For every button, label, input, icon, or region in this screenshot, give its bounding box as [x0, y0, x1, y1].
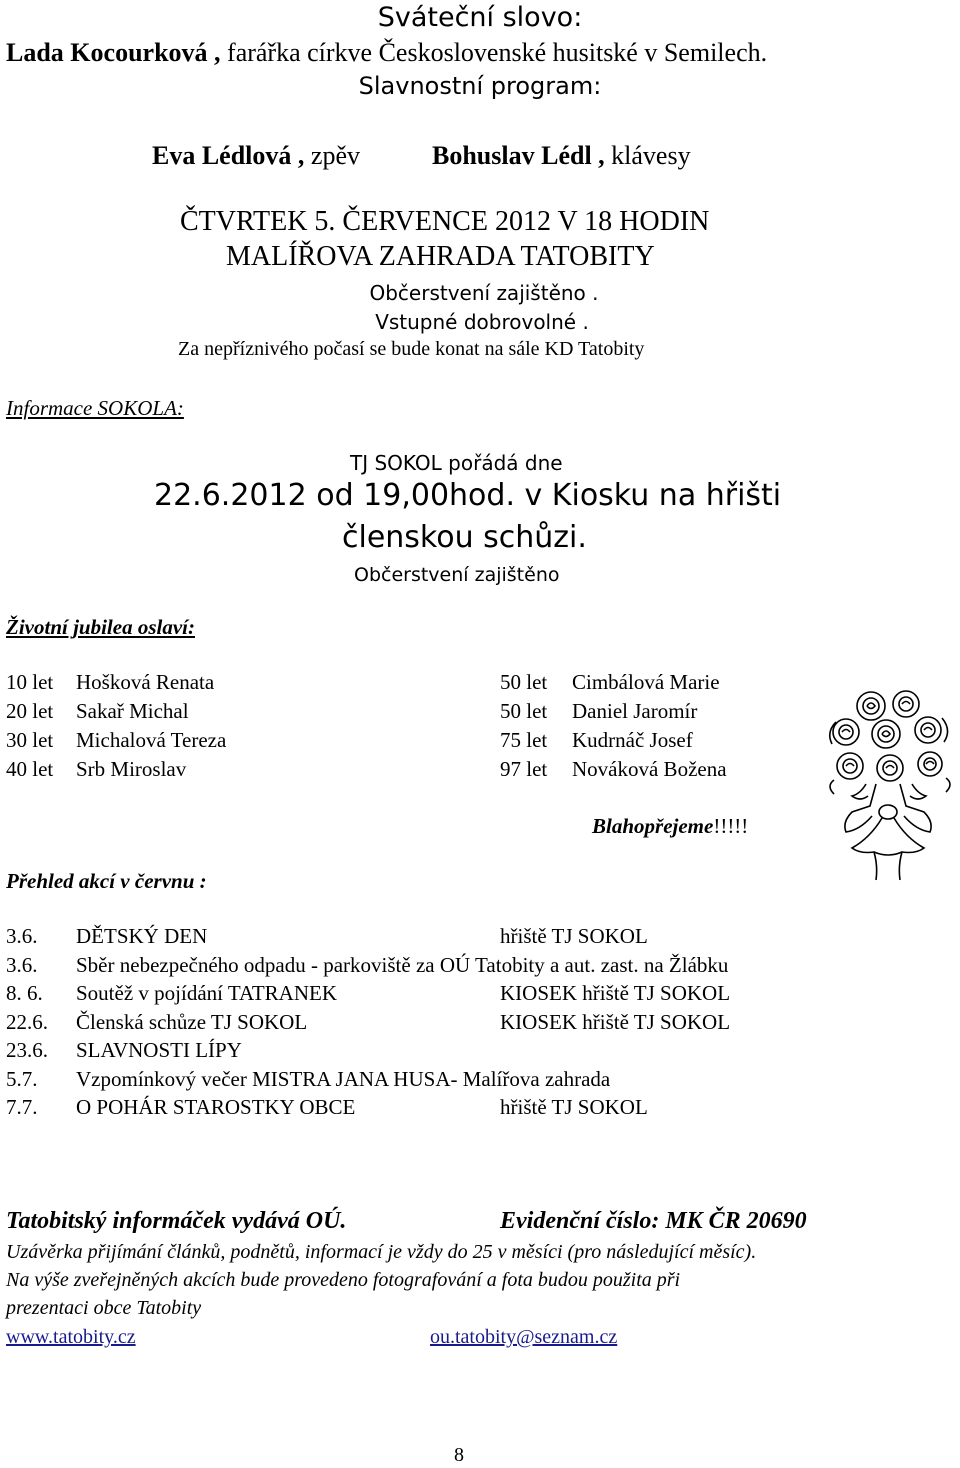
performer-2-role: klávesy — [604, 141, 691, 170]
email-link[interactable]: ou.tatobity@seznam.cz — [430, 1326, 618, 1348]
event-place-line: MALÍŘOVA ZAHRADA TATOBITY — [226, 241, 655, 272]
jubilee-years: 20 let — [6, 699, 54, 723]
event-date: 3.6. — [6, 924, 38, 948]
flower-bouquet-icon — [826, 684, 956, 884]
event-name: Sběr nebezpečného odpadu - parkoviště za OÚ Tatobity a aut. zast. na Žlábku — [76, 952, 729, 977]
performer-1-role: zpěv — [304, 141, 361, 170]
registration-line: Evidenční číslo: MK ČR 20690 — [500, 1208, 807, 1234]
events-heading: Přehled akcí v červnu : — [6, 869, 207, 893]
jubilee-years: 40 let — [6, 757, 54, 781]
jubilee-name: Sakař Michal — [76, 699, 189, 723]
event-date: 22.6. — [6, 1009, 48, 1034]
event-place: KIOSEK hřiště TJ SOKOL — [500, 981, 731, 1005]
congrats-text: Blahopřejeme — [592, 814, 714, 838]
performer-1-name: Eva Lédlová , — [152, 141, 305, 170]
performer-1 — [152, 141, 360, 171]
sokol-line-4: Občerstvení zajištěno — [354, 564, 560, 586]
rose-icon — [857, 692, 885, 720]
event-date: 7.7. — [6, 1095, 38, 1119]
sokol-line-2: 22.6.2012 od 19,00hod. v Kiosku na hřišti — [154, 478, 782, 513]
jubilee-name: Kudrnáč Josef — [572, 728, 693, 752]
event-name: O POHÁR STAROSTKY OBCE — [76, 1095, 356, 1119]
jubilee-years: 75 let — [500, 728, 548, 752]
sokol-heading: Informace SOKOLA: — [6, 396, 184, 420]
publisher-line: Tatobitský informáček vydává OÚ. — [6, 1208, 347, 1234]
photo-note-2: prezentaci obce Tatobity — [6, 1297, 202, 1319]
program-title: Slavnostní program: — [358, 72, 602, 100]
website-link[interactable]: www.tatobity.cz — [6, 1326, 136, 1348]
speech-title: Sváteční slovo: — [377, 2, 583, 33]
jubilee-years: 97 let — [500, 757, 548, 781]
jubilee-years: 10 let — [6, 670, 54, 694]
event-date: 23.6. — [6, 1038, 48, 1062]
deadline-note: Uzávěrka přijímání článků, podnětů, informací je vždy do 25 v měsíci (pro následující měsíc). — [6, 1241, 757, 1263]
jubilee-years: 50 let — [500, 670, 548, 694]
event-place: hřiště TJ SOKOL — [500, 1095, 648, 1119]
weather-note: Za nepříznivého počasí se bude konat na sále KD Tatobity — [178, 338, 645, 360]
jubilee-years: 50 let — [500, 699, 548, 723]
entry-note: Vstupné dobrovolné . — [375, 310, 589, 334]
performer-2 — [432, 141, 691, 171]
speaker-role: farářka církve Československé husitské v Semilech. — [220, 38, 768, 67]
speaker-line — [6, 38, 767, 68]
jubilee-name: Srb Miroslav — [76, 757, 187, 781]
event-date: 5.7. — [6, 1066, 38, 1091]
jubilee-name: Nováková Božena — [572, 757, 727, 781]
jubilee-years: 30 let — [6, 728, 54, 752]
jubilee-name: Hošková Renata — [76, 670, 215, 694]
event-name: DĚTSKÝ DEN — [76, 924, 208, 948]
page-number: 8 — [454, 1444, 464, 1466]
event-date-line: ČTVRTEK 5. ČERVENCE 2012 V 18 HODIN — [180, 206, 710, 237]
refreshments-note: Občerstvení zajištěno . — [369, 281, 599, 305]
jubilee-name: Cimbálová Marie — [572, 670, 720, 694]
jubilee-name: Michalová Tereza — [76, 728, 227, 752]
performer-2-name: Bohuslav Lédl , — [432, 141, 605, 170]
speaker-name: Lada Kocourková , — [6, 38, 221, 67]
congrats-line — [592, 814, 748, 839]
event-date: 8. 6. — [6, 981, 43, 1005]
jubilee-heading: Životní jubilea oslaví: — [6, 615, 195, 639]
event-name: SLAVNOSTI LÍPY — [76, 1038, 242, 1062]
congrats-marks: !!!!! — [713, 814, 749, 838]
sokol-line-3: členskou schůzi. — [342, 520, 587, 555]
photo-note-1: Na výše zveřejněných akcích bude provedeno fotografování a fota budou použita při — [6, 1269, 681, 1291]
event-name: Soutěž v pojídání TATRANEK — [76, 981, 337, 1005]
sokol-line-1: TJ SOKOL pořádá dne — [350, 451, 563, 475]
event-place: KIOSEK hřiště TJ SOKOL — [500, 1009, 731, 1034]
event-place: hřiště TJ SOKOL — [500, 924, 648, 948]
event-name: Členská schůze TJ SOKOL — [76, 1009, 308, 1034]
jubilee-name: Daniel Jaromír — [572, 699, 698, 723]
event-name: Vzpomínkový večer MISTRA JANA HUSA- Malířova zahrada — [76, 1066, 611, 1091]
event-date: 3.6. — [6, 952, 38, 977]
